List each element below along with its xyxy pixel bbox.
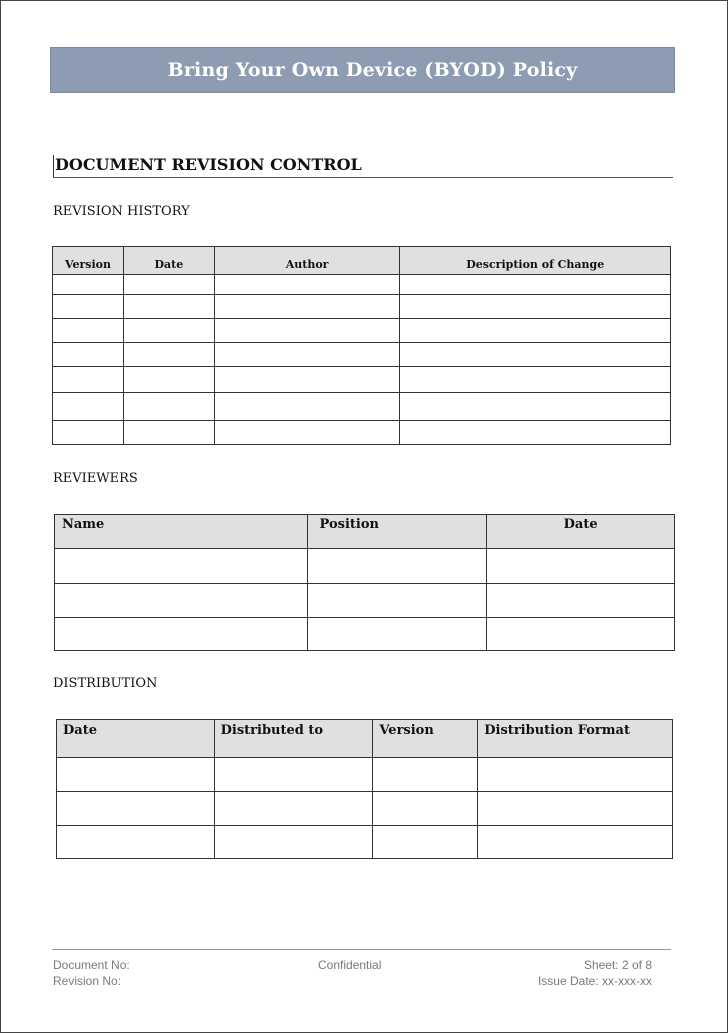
table-row bbox=[57, 792, 673, 826]
table-cell[interactable] bbox=[53, 367, 124, 393]
table-cell[interactable] bbox=[53, 295, 124, 319]
section-heading: DOCUMENT REVISION CONTROL bbox=[53, 155, 673, 178]
table-cell[interactable] bbox=[478, 826, 673, 859]
table-cell[interactable] bbox=[478, 758, 673, 792]
column-header-date: Date bbox=[57, 720, 215, 758]
column-header-position: Position bbox=[307, 515, 487, 549]
table-cell[interactable] bbox=[400, 295, 671, 319]
table-cell[interactable] bbox=[307, 584, 487, 618]
document-title: Bring Your Own Device (BYOD) Policy bbox=[167, 59, 578, 81]
table-row bbox=[53, 343, 671, 367]
table-row bbox=[53, 367, 671, 393]
table-header-row bbox=[53, 247, 671, 275]
table-cell[interactable] bbox=[478, 792, 673, 826]
table-cell[interactable] bbox=[400, 319, 671, 343]
table-cell[interactable] bbox=[53, 393, 124, 421]
table-row bbox=[53, 393, 671, 421]
table-header-row bbox=[55, 515, 675, 549]
column-header-name: Name bbox=[55, 515, 308, 549]
column-header-description: Description of Change bbox=[400, 247, 671, 275]
revision-history-label: REVISION HISTORY bbox=[53, 204, 190, 219]
table-cell[interactable] bbox=[214, 319, 400, 343]
column-header-date: Date bbox=[487, 515, 675, 549]
column-header-version: Version bbox=[373, 720, 478, 758]
table-cell[interactable] bbox=[373, 792, 478, 826]
column-header-distributed-to: Distributed to bbox=[214, 720, 373, 758]
table-cell[interactable] bbox=[487, 584, 675, 618]
table-cell[interactable] bbox=[214, 275, 400, 295]
table-cell[interactable] bbox=[123, 393, 214, 421]
table-cell[interactable] bbox=[214, 367, 400, 393]
table-cell[interactable] bbox=[123, 319, 214, 343]
column-header-author: Author bbox=[214, 247, 400, 275]
table-cell[interactable] bbox=[307, 618, 487, 651]
table-row bbox=[53, 319, 671, 343]
table-cell[interactable] bbox=[57, 758, 215, 792]
table-cell[interactable] bbox=[214, 393, 400, 421]
table-cell[interactable] bbox=[214, 826, 373, 859]
table-cell[interactable] bbox=[55, 584, 308, 618]
table-cell[interactable] bbox=[307, 549, 487, 584]
table-row bbox=[57, 758, 673, 792]
table-cell[interactable] bbox=[55, 549, 308, 584]
table-cell[interactable] bbox=[123, 343, 214, 367]
table-cell[interactable] bbox=[214, 295, 400, 319]
table-cell[interactable] bbox=[400, 275, 671, 295]
table-cell[interactable] bbox=[400, 367, 671, 393]
table-cell[interactable] bbox=[487, 618, 675, 651]
table-cell[interactable] bbox=[57, 826, 215, 859]
table-row bbox=[55, 549, 675, 584]
title-banner bbox=[50, 47, 675, 93]
table-cell[interactable] bbox=[400, 343, 671, 367]
column-header-version: Version bbox=[53, 247, 124, 275]
footer-divider bbox=[52, 949, 671, 950]
footer-issue-date: Issue Date: xx-xxx-xx bbox=[537, 974, 652, 988]
reviewers-label: REVIEWERS bbox=[53, 471, 138, 486]
table-row bbox=[53, 275, 671, 295]
footer-revision-no: Revision No: bbox=[53, 974, 122, 988]
table-cell[interactable] bbox=[214, 343, 400, 367]
table-cell[interactable] bbox=[57, 792, 215, 826]
table-row bbox=[53, 421, 671, 445]
table-cell[interactable] bbox=[123, 421, 214, 445]
column-header-date: Date bbox=[123, 247, 214, 275]
table-cell[interactable] bbox=[214, 758, 373, 792]
table-cell[interactable] bbox=[373, 758, 478, 792]
table-row bbox=[55, 618, 675, 651]
table-cell[interactable] bbox=[55, 618, 308, 651]
table-cell[interactable] bbox=[214, 421, 400, 445]
distribution-label: DISTRIBUTION bbox=[53, 676, 158, 691]
table-cell[interactable] bbox=[123, 367, 214, 393]
table-row bbox=[55, 584, 675, 618]
table-header-row bbox=[57, 720, 673, 758]
revision-history-table bbox=[52, 246, 671, 445]
table-row bbox=[57, 826, 673, 859]
table-cell[interactable] bbox=[373, 826, 478, 859]
table-row bbox=[53, 295, 671, 319]
footer-sheet: Sheet: 2 of 8 bbox=[583, 958, 652, 972]
column-header-distribution-format: Distribution Format bbox=[478, 720, 673, 758]
footer-confidential: Confidential bbox=[318, 958, 382, 972]
table-cell[interactable] bbox=[53, 343, 124, 367]
footer-document-no: Document No: bbox=[53, 958, 130, 972]
table-cell[interactable] bbox=[214, 792, 373, 826]
table-cell[interactable] bbox=[487, 549, 675, 584]
table-cell[interactable] bbox=[123, 295, 214, 319]
reviewers-table bbox=[54, 514, 675, 651]
table-cell[interactable] bbox=[123, 275, 214, 295]
table-cell[interactable] bbox=[53, 421, 124, 445]
table-cell[interactable] bbox=[53, 275, 124, 295]
table-cell[interactable] bbox=[53, 319, 124, 343]
table-cell[interactable] bbox=[400, 393, 671, 421]
distribution-table bbox=[56, 719, 673, 859]
table-cell[interactable] bbox=[400, 421, 671, 445]
